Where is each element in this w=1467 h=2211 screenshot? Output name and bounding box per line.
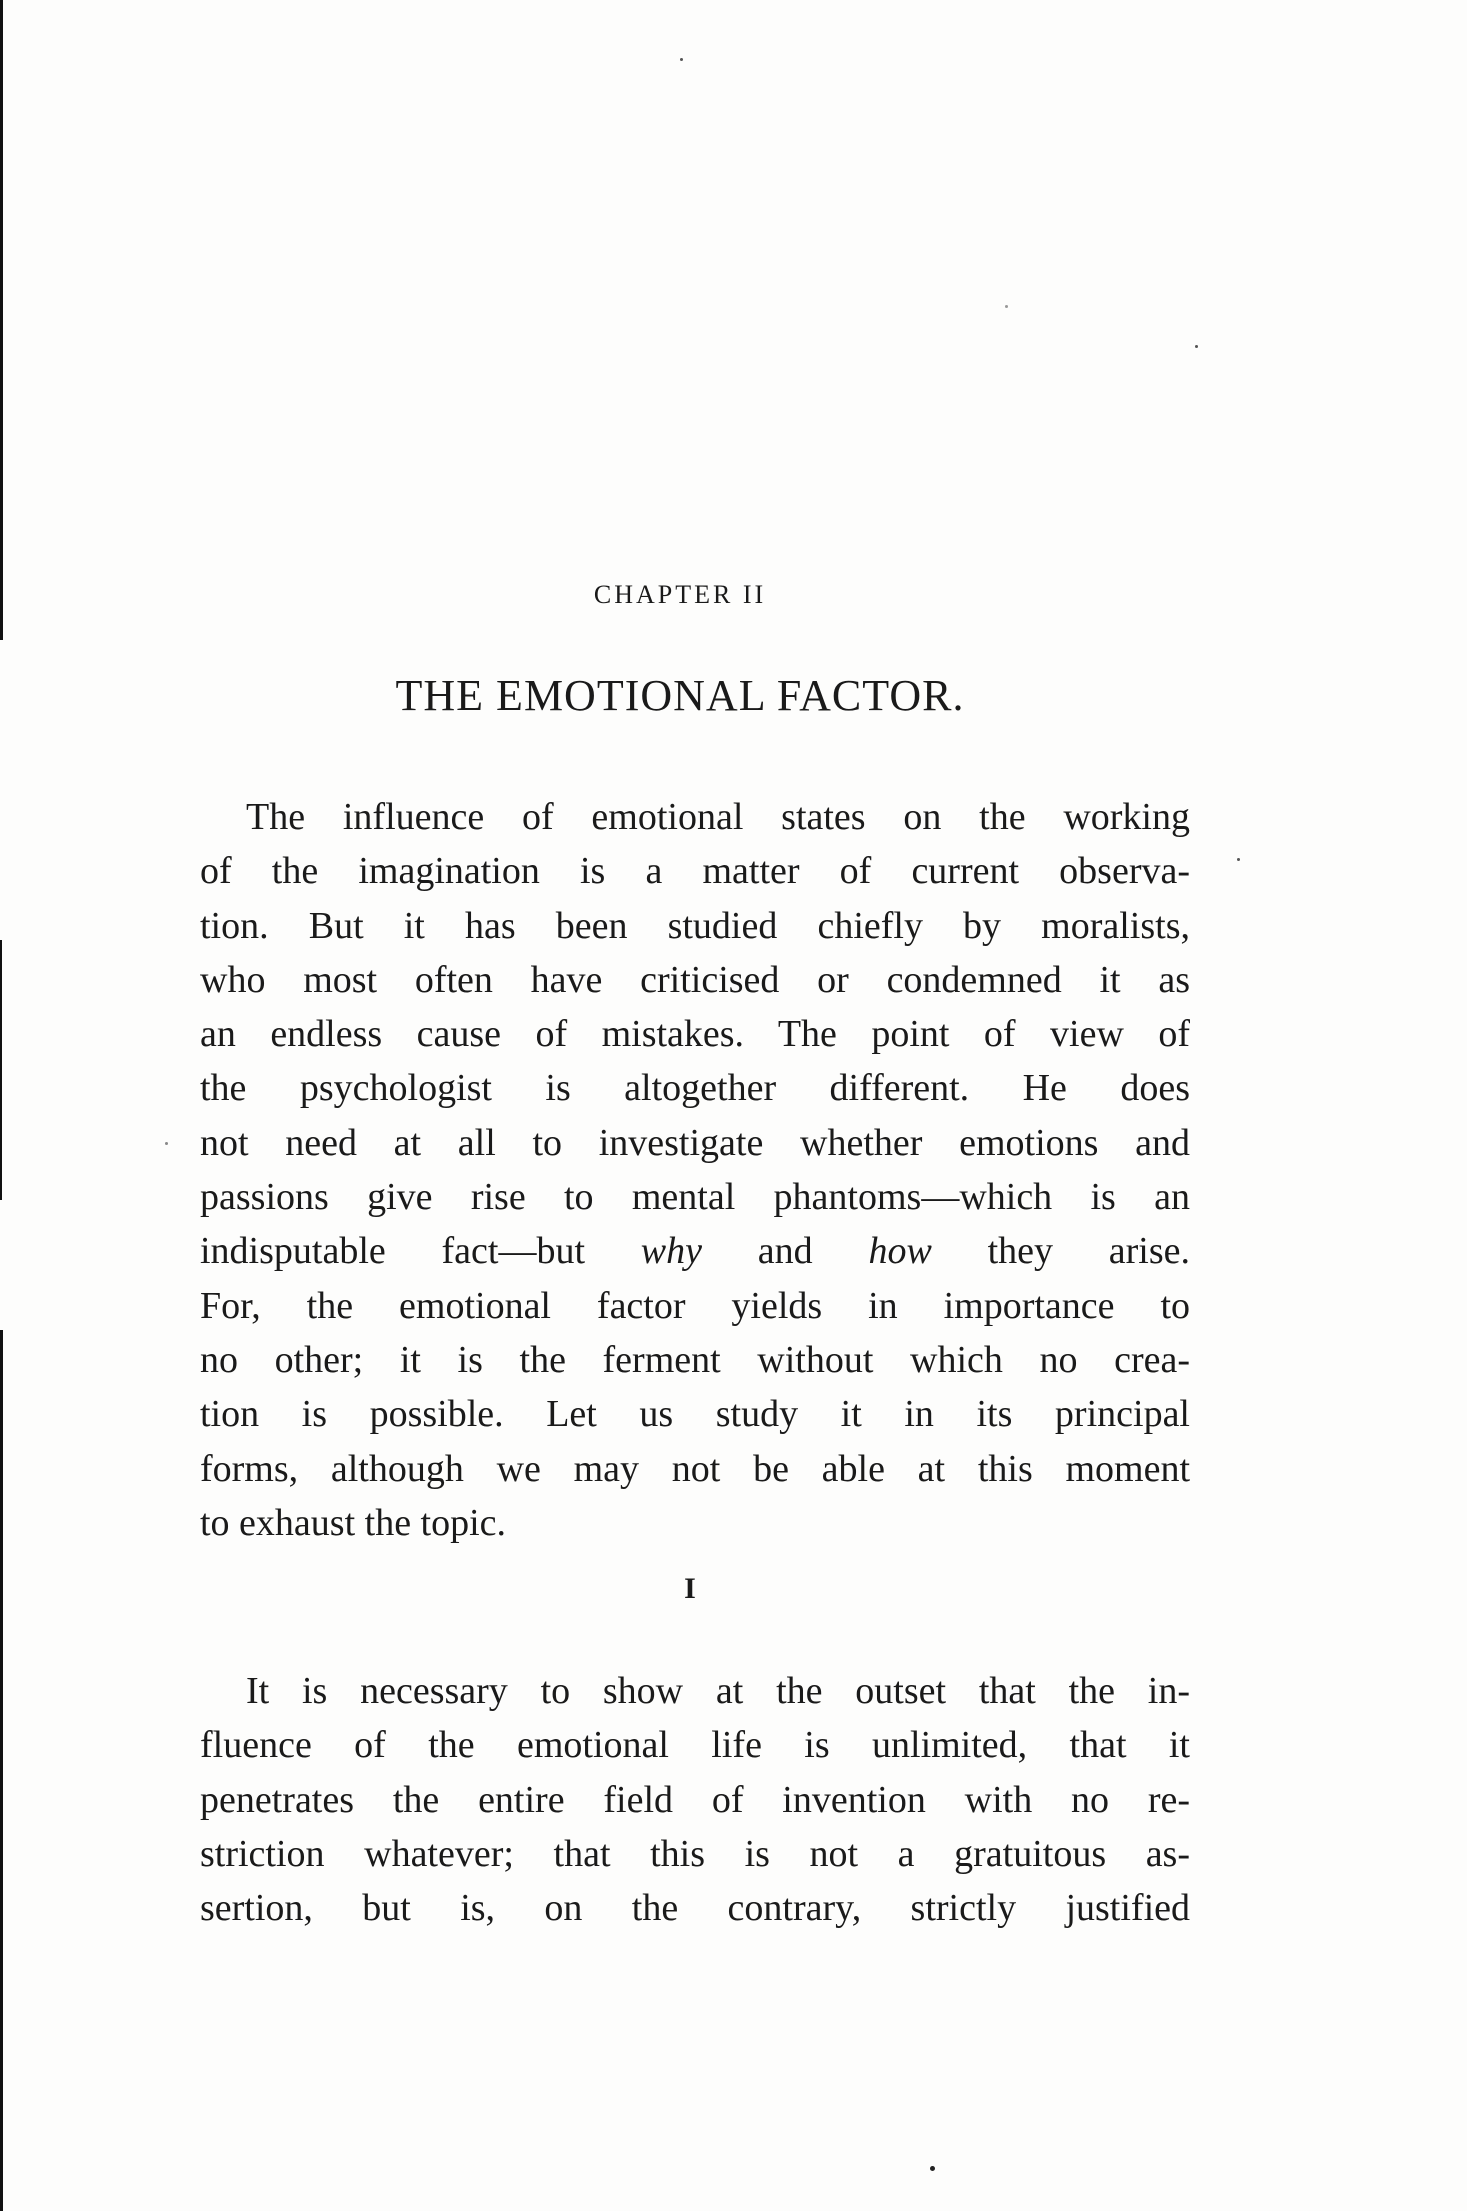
text-line: penetrates the entire field of invention with no re- bbox=[200, 1778, 1190, 1821]
text-fragment: indisputable fact—but bbox=[200, 1230, 641, 1273]
section-number: I bbox=[684, 1572, 696, 1605]
text-line: the psychologist is altogether different. He does bbox=[200, 1067, 1190, 1110]
paragraph-1 bbox=[200, 790, 1190, 1550]
text-line: of the imagination is a matter of current observa- bbox=[200, 850, 1190, 893]
text-line: fluence of the emotional life is unlimited, that it bbox=[200, 1724, 1190, 1767]
emphasis-why: why bbox=[640, 1230, 703, 1273]
scan-speck bbox=[1005, 305, 1008, 308]
text-line: to exhaust the topic. bbox=[200, 1501, 507, 1544]
scan-speck bbox=[165, 1142, 168, 1145]
text-line: It is necessary to show at the outset that the in- bbox=[246, 1670, 1190, 1712]
paragraph-2 bbox=[200, 1664, 1190, 1935]
scan-gutter-line-bottom bbox=[0, 1330, 3, 2211]
scan-speck bbox=[1195, 345, 1198, 348]
text-line: forms, although we may not be able at this moment bbox=[200, 1447, 1190, 1490]
text-line: an endless cause of mistakes. The point of view of bbox=[200, 1013, 1190, 1056]
text-line: The influence of emotional states on the working bbox=[246, 796, 1190, 838]
text-line: tion is possible. Let us study it in its principal bbox=[200, 1393, 1190, 1436]
text-line: sertion, but is, on the contrary, strictly justified bbox=[200, 1887, 1190, 1930]
text-line bbox=[200, 1224, 1190, 1278]
text-line: who most often have criticised or condemned it as bbox=[200, 958, 1190, 1001]
chapter-title: THE EMOTIONAL FACTOR. bbox=[395, 671, 965, 720]
text-line: not need at all to investigate whether emotions and bbox=[200, 1121, 1190, 1164]
text-line: passions give rise to mental phantoms—which is an bbox=[200, 1176, 1190, 1219]
text-fragment: and bbox=[702, 1230, 869, 1273]
chapter-label: CHAPTER II bbox=[593, 580, 767, 609]
scan-gutter-line-top bbox=[0, 0, 3, 640]
text-line: no other; it is the ferment without which no crea- bbox=[200, 1338, 1190, 1381]
text-line: striction whatever; that this is not a gratuitous as- bbox=[200, 1832, 1190, 1875]
emphasis-how: how bbox=[868, 1230, 932, 1273]
scan-speck bbox=[1237, 858, 1240, 861]
text-fragment: they arise. bbox=[931, 1230, 1190, 1273]
text-line: For, the emotional factor yields in importance to bbox=[200, 1284, 1190, 1327]
scan-speck bbox=[930, 2166, 935, 2171]
scan-gutter-line-mid bbox=[0, 940, 2, 1200]
text-line: tion. But it has been studied chiefly by moralists, bbox=[200, 904, 1190, 947]
scan-speck bbox=[680, 58, 683, 61]
